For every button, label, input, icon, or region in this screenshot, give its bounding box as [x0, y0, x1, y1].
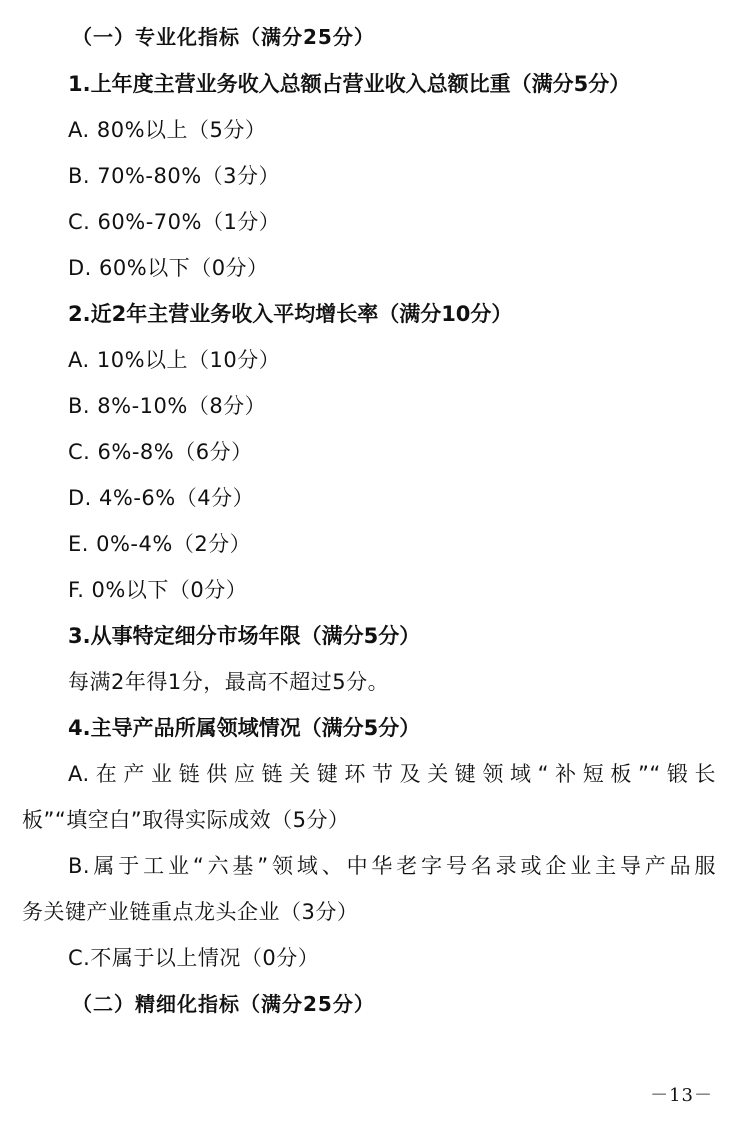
question-3-description: 每满2年得1分，最高不超过5分。 — [68, 670, 390, 694]
section-heading-refinement: （二）精细化指标（满分25分） — [72, 992, 375, 1016]
question-4-option-b-line1: B.属于工业“六基”领域、中华老字号名录或企业主导产品服 — [68, 854, 716, 878]
question-1-option-d: D. 60%以下（0分） — [68, 256, 269, 280]
page-number: －13－ — [650, 1085, 713, 1106]
question-3-title: 3.从事特定细分市场年限（满分5分） — [68, 624, 421, 648]
question-2-option-a: A. 10%以上（10分） — [68, 348, 281, 372]
question-4-title: 4.主导产品所属领域情况（满分5分） — [68, 716, 421, 740]
question-4-option-b-line2: 务关键产业链重点龙头企业（3分） — [22, 900, 359, 924]
question-4-option-c: C.不属于以上情况（0分） — [68, 946, 320, 970]
question-2-option-b: B. 8%-10%（8分） — [68, 394, 267, 418]
question-2-title: 2.近2年主营业务收入平均增长率（满分10分） — [68, 302, 513, 326]
question-1-option-a: A. 80%以上（5分） — [68, 118, 267, 142]
question-2-option-e: E. 0%-4%（2分） — [68, 532, 252, 556]
question-1-option-b: B. 70%-80%（3分） — [68, 164, 281, 188]
question-2-option-d: D. 4%-6%（4分） — [68, 486, 255, 510]
question-2-option-c: C. 6%-8%（6分） — [68, 440, 253, 464]
question-1-option-c: C. 60%-70%（1分） — [68, 210, 281, 234]
question-2-option-f: F. 0%以下（0分） — [68, 578, 248, 602]
question-4-option-a-line2: 板”“填空白”取得实际成效（5分） — [22, 808, 350, 832]
question-1-title: 1.上年度主营业务收入总额占营业收入总额比重（满分5分） — [68, 72, 631, 96]
section-heading-specialization: （一）专业化指标（满分25分） — [72, 25, 375, 49]
question-4-option-a-line1: A.在产业链供应链关键环节及关键领域“补短板”“锻长 — [68, 762, 716, 786]
